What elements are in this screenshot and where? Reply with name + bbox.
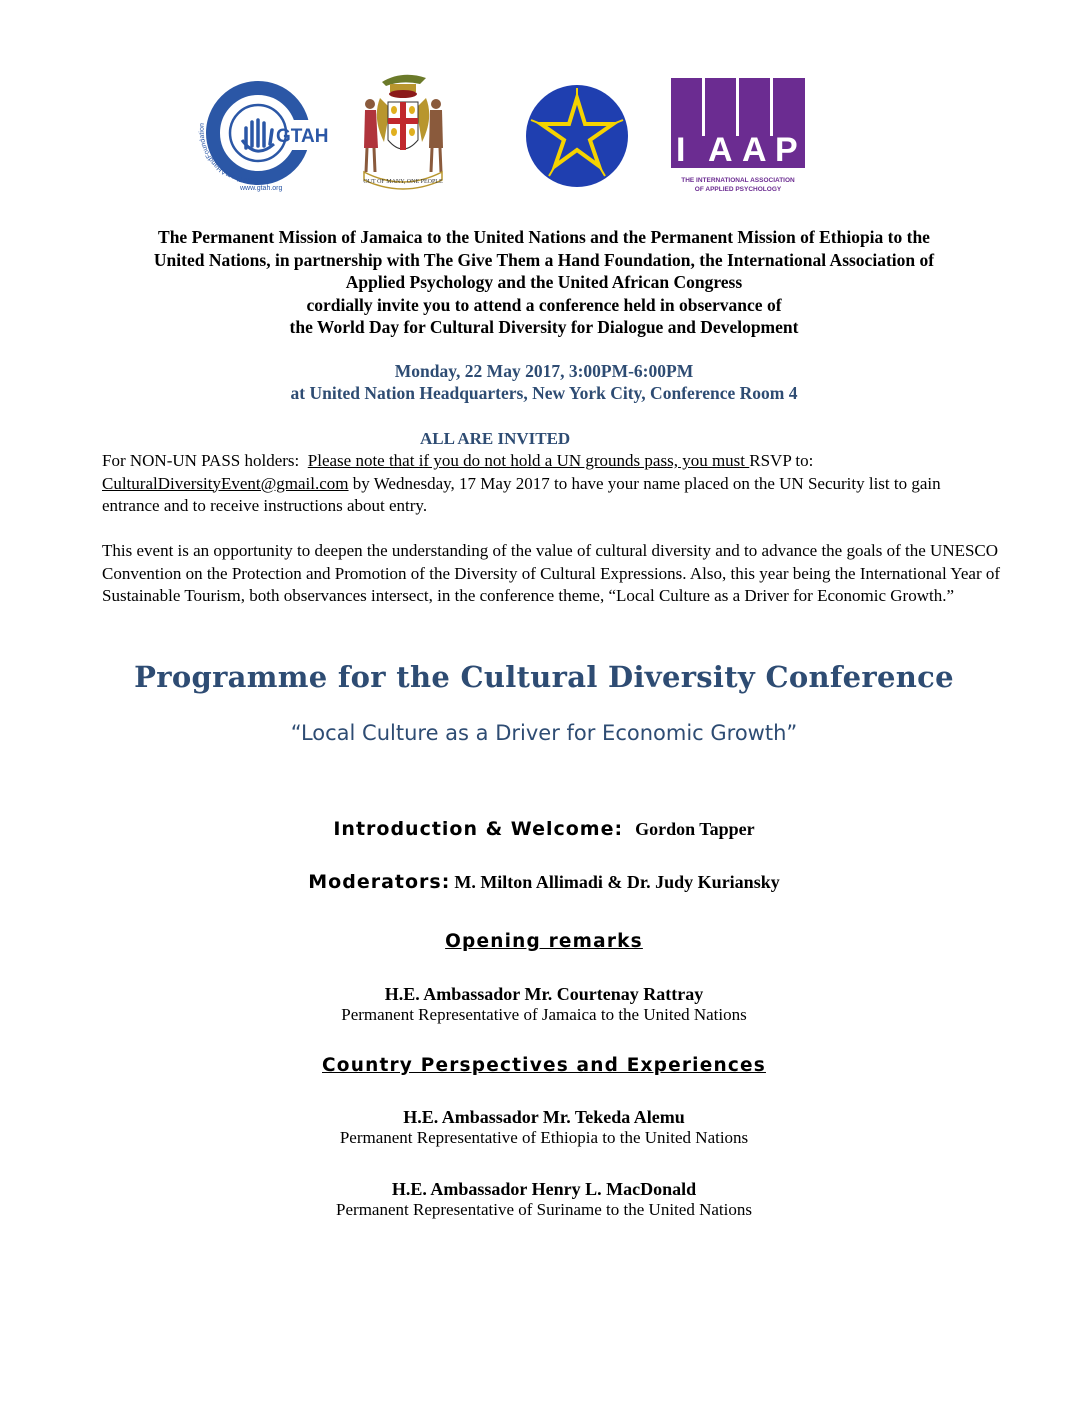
iaap-letter-1: I <box>676 131 686 169</box>
iaap-letter-4: P <box>775 131 798 169</box>
logo-row <box>0 68 1088 198</box>
ethiopia-emblem <box>525 84 629 188</box>
iaap-letter-3: A <box>742 131 767 169</box>
rsvp-paragraph <box>102 450 1002 518</box>
rsvp-note: Please note that if you do not hold a UN grounds pass, you must <box>307 451 750 470</box>
iaap-logo <box>671 78 805 196</box>
rsvp-to: RSVP to: <box>749 451 814 470</box>
speaker-name: H.E. Ambassador Mr. Courtenay Rattray <box>384 984 704 1004</box>
gtah-ring-text: GiveThemAHandFoundation <box>198 122 259 184</box>
rsvp-rest: by Wednesday, 17 May 2017 to have your name placed on the UN Security list to gain entrance and to receive instructions about entry. <box>102 473 941 515</box>
rsvp-intro: For NON-UN PASS holders: <box>102 451 308 470</box>
invitation-line: The Permanent Mission of Jamaica to the United Nations and the Permanent Mission of Ethiopia to the <box>158 227 930 247</box>
iaap-subtitle-2: OF APPLIED PSYCHOLOGY <box>694 186 782 193</box>
intro-welcome-row <box>0 818 1088 840</box>
rsvp-email-link[interactable]: CulturalDiversityEvent@gmail.com <box>102 473 349 493</box>
speaker-role: Permanent Representative of Suriname to the United Nations <box>336 1200 752 1219</box>
country-speaker <box>0 1107 1088 1148</box>
speaker-role: Permanent Representative of Jamaica to the United Nations <box>341 1005 747 1024</box>
opening-remarks-header-row <box>0 931 1088 952</box>
moderators-value: M. Milton Allimadi & Dr. Judy Kuriansky <box>454 872 780 892</box>
speaker-role: Permanent Representative of Ethiopia to the United Nations <box>339 1128 749 1147</box>
invitation-text <box>60 226 1028 339</box>
country-perspectives-header: Country Perspectives and Experiences <box>322 1055 766 1076</box>
gtah-label: GTAH <box>276 126 329 147</box>
speaker-name: H.E. Ambassador Mr. Tekeda Alemu <box>403 1107 685 1127</box>
opening-speaker <box>0 984 1088 1025</box>
gtah-url: www.gtah.org <box>240 185 283 192</box>
intro-welcome-value: Gordon Tapper <box>635 819 755 839</box>
programme-title: Programme for the Cultural Diversity Conference <box>134 660 954 694</box>
event-details <box>60 360 1028 404</box>
moderators-label: Moderators: <box>308 871 451 893</box>
programme-subtitle: “Local Culture as a Driver for Economic Growth” <box>290 721 798 745</box>
country-speaker <box>0 1179 1088 1220</box>
iaap-subtitle-1: THE INTERNATIONAL ASSOCIATION <box>681 177 795 184</box>
event-location: at United Nation Headquarters, New York City, Conference Room 4 <box>290 383 798 403</box>
description-paragraph: This event is an opportunity to deepen the understanding of the value of cultural diversity and to advance the goals of the UNESCO Convention on the Protection and Promotion of the Diversity of Cultural Expressions. Also, this year being the International Year of Sustainable Tourism, both observances intersect, in the conference theme, “Local Culture as a Driver for Economic Growth.” <box>102 541 1001 605</box>
invitation-line: Applied Psychology and the United African Congress <box>345 272 743 292</box>
opening-remarks-header: Opening remarks <box>445 931 643 952</box>
invitation-line: cordially invite you to attend a conference held in observance of <box>306 294 782 315</box>
moderators-row <box>0 871 1088 893</box>
iaap-letter-2: A <box>708 131 733 169</box>
invitation-line: the World Day for Cultural Diversity for Dialogue and Development <box>289 317 799 337</box>
jamaica-motto: OUT OF MANY, ONE PEOPLE <box>363 179 443 185</box>
jamaica-coat-of-arms <box>362 68 444 194</box>
speaker-name: H.E. Ambassador Henry L. MacDonald <box>391 1179 697 1199</box>
gtah-logo <box>196 78 336 193</box>
country-perspectives-header-row <box>0 1055 1088 1076</box>
event-date-time: Monday, 22 May 2017, 3:00PM-6:00PM <box>394 361 694 381</box>
intro-welcome-label: Introduction & Welcome: <box>333 818 624 840</box>
all-invited: ALL ARE INVITED <box>420 429 571 448</box>
invitation-line: United Nations, in partnership with The Give Them a Hand Foundation, the International Association of <box>153 249 935 270</box>
